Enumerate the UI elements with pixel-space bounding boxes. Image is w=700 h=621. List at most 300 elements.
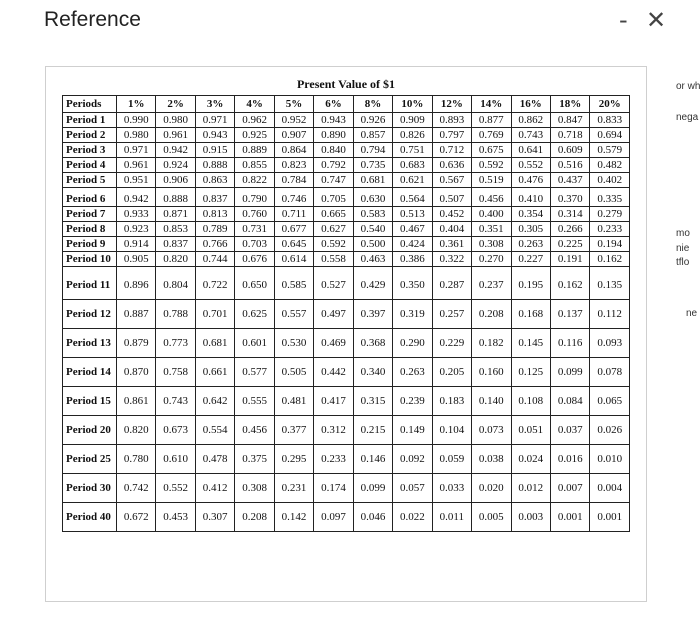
table-cell: 0.564: [393, 188, 432, 207]
row-label: Period 30: [63, 474, 117, 503]
table-cell: 0.879: [117, 329, 156, 358]
column-header-rate: 1%: [117, 96, 156, 113]
table-cell: 0.583: [353, 207, 392, 222]
table-cell: 0.354: [511, 207, 550, 222]
table-cell: 0.863: [195, 173, 234, 188]
column-header-rate: 12%: [432, 96, 471, 113]
table-cell: 0.672: [117, 503, 156, 532]
table-cell: 0.142: [274, 503, 313, 532]
background-text-fragment: nega: [676, 112, 699, 123]
table-cell: 0.780: [117, 445, 156, 474]
column-header-rate: 5%: [274, 96, 313, 113]
table-cell: 0.205: [432, 358, 471, 387]
table-cell: 0.084: [550, 387, 589, 416]
table-cell: 0.335: [590, 188, 630, 207]
table-cell: 0.456: [472, 188, 511, 207]
table-cell: 0.789: [195, 222, 234, 237]
column-header-rate: 2%: [156, 96, 195, 113]
table-cell: 0.942: [156, 143, 195, 158]
table-cell: 0.453: [156, 503, 195, 532]
table-cell: 0.703: [235, 237, 274, 252]
table-cell: 0.847: [550, 113, 589, 128]
table-cell: 0.370: [550, 188, 589, 207]
table-cell: 0.889: [235, 143, 274, 158]
table-cell: 0.225: [550, 237, 589, 252]
table-cell: 0.942: [117, 188, 156, 207]
table-cell: 0.925: [235, 128, 274, 143]
table-cell: 0.961: [156, 128, 195, 143]
table-cell: 0.625: [235, 300, 274, 329]
table-cell: 0.554: [195, 416, 234, 445]
table-cell: 0.263: [511, 237, 550, 252]
table-cell: 0.424: [393, 237, 432, 252]
table-cell: 0.305: [511, 222, 550, 237]
table-cell: 0.194: [590, 237, 630, 252]
table-cell: 0.312: [314, 416, 353, 445]
table-cell: 0.610: [156, 445, 195, 474]
column-header-rate: 16%: [511, 96, 550, 113]
table-cell: 0.386: [393, 252, 432, 267]
column-header-periods: Periods: [63, 96, 117, 113]
table-cell: 0.744: [195, 252, 234, 267]
table-cell: 0.097: [314, 503, 353, 532]
table-cell: 0.893: [432, 113, 471, 128]
table-cell: 0.826: [393, 128, 432, 143]
table-cell: 0.377: [274, 416, 313, 445]
background-text-fragment: mo: [676, 228, 690, 239]
row-label: Period 20: [63, 416, 117, 445]
table-cell: 0.673: [156, 416, 195, 445]
table-cell: 0.078: [590, 358, 630, 387]
table-cell: 0.567: [432, 173, 471, 188]
table-cell: 0.943: [195, 128, 234, 143]
table-cell: 0.758: [156, 358, 195, 387]
background-text-fragment: ne: [686, 308, 698, 319]
table-cell: 0.104: [432, 416, 471, 445]
table-cell: 0.519: [472, 173, 511, 188]
table-cell: 0.896: [117, 267, 156, 300]
table-cell: 0.861: [117, 387, 156, 416]
minimize-button[interactable]: -: [619, 6, 628, 34]
table-cell: 0.016: [550, 445, 589, 474]
table-cell: 0.718: [550, 128, 589, 143]
table-cell: 0.614: [274, 252, 313, 267]
table-cell: 0.552: [156, 474, 195, 503]
table-cell: 0.215: [353, 416, 392, 445]
table-row: [63, 188, 630, 207]
table-cell: 0.804: [156, 267, 195, 300]
table-cell: 0.057: [393, 474, 432, 503]
table-cell: 0.437: [550, 173, 589, 188]
table-cell: 0.731: [235, 222, 274, 237]
table-cell: 0.046: [353, 503, 392, 532]
table-cell: 0.290: [393, 329, 432, 358]
table-cell: 0.592: [314, 237, 353, 252]
table-cell: 0.952: [274, 113, 313, 128]
table-cell: 0.233: [314, 445, 353, 474]
table-cell: 0.735: [353, 158, 392, 173]
table-cell: 0.980: [156, 113, 195, 128]
table-cell: 0.877: [472, 113, 511, 128]
table-header-row: [63, 96, 630, 113]
row-label: Period 25: [63, 445, 117, 474]
table-cell: 0.146: [353, 445, 392, 474]
table-cell: 0.530: [274, 329, 313, 358]
column-header-rate: 4%: [235, 96, 274, 113]
table-cell: 0.361: [432, 237, 471, 252]
table-cell: 0.322: [432, 252, 471, 267]
table-cell: 0.125: [511, 358, 550, 387]
table-cell: 0.636: [432, 158, 471, 173]
table-row: [63, 416, 630, 445]
table-cell: 0.943: [314, 113, 353, 128]
table-cell: 0.319: [393, 300, 432, 329]
table-cell: 0.315: [353, 387, 392, 416]
table-cell: 0.907: [274, 128, 313, 143]
table-cell: 0.022: [393, 503, 432, 532]
table-row: [63, 128, 630, 143]
row-label: Period 6: [63, 188, 117, 207]
table-cell: 0.505: [274, 358, 313, 387]
table-cell: 0.641: [511, 143, 550, 158]
table-cell: 0.270: [472, 252, 511, 267]
table-cell: 0.915: [195, 143, 234, 158]
table-cell: 0.001: [590, 503, 630, 532]
column-header-rate: 6%: [314, 96, 353, 113]
table-cell: 0.650: [235, 267, 274, 300]
table-cell: 0.073: [472, 416, 511, 445]
table-cell: 0.208: [235, 503, 274, 532]
table-cell: 0.923: [117, 222, 156, 237]
table-row: [63, 237, 630, 252]
row-label: Period 3: [63, 143, 117, 158]
table-cell: 0.857: [353, 128, 392, 143]
table-cell: 0.675: [472, 143, 511, 158]
table-cell: 0.797: [432, 128, 471, 143]
table-cell: 0.463: [353, 252, 392, 267]
table-cell: 0.229: [432, 329, 471, 358]
table-cell: 0.182: [472, 329, 511, 358]
table-cell: 0.557: [274, 300, 313, 329]
table-cell: 0.340: [353, 358, 392, 387]
table-row: [63, 173, 630, 188]
background-text-fragment: or wh: [676, 81, 700, 92]
table-cell: 0.257: [432, 300, 471, 329]
table-cell: 0.694: [590, 128, 630, 143]
table-cell: 0.887: [117, 300, 156, 329]
table-cell: 0.263: [393, 358, 432, 387]
table-cell: 0.558: [314, 252, 353, 267]
table-cell: 0.092: [393, 445, 432, 474]
table-cell: 0.980: [117, 128, 156, 143]
table-cell: 0.712: [432, 143, 471, 158]
table-cell: 0.627: [314, 222, 353, 237]
table-row: [63, 252, 630, 267]
table-cell: 0.909: [393, 113, 432, 128]
table-cell: 0.924: [156, 158, 195, 173]
table-cell: 0.760: [235, 207, 274, 222]
table-cell: 0.279: [590, 207, 630, 222]
table-cell: 0.914: [117, 237, 156, 252]
table-cell: 0.888: [195, 158, 234, 173]
table-cell: 0.905: [117, 252, 156, 267]
row-label: Period 7: [63, 207, 117, 222]
table-row: [63, 474, 630, 503]
table-row: [63, 267, 630, 300]
row-label: Period 15: [63, 387, 117, 416]
table-cell: 0.065: [590, 387, 630, 416]
table-cell: 0.516: [550, 158, 589, 173]
table-cell: 0.227: [511, 252, 550, 267]
table-cell: 0.026: [590, 416, 630, 445]
table-cell: 0.822: [235, 173, 274, 188]
table-cell: 0.705: [314, 188, 353, 207]
table-cell: 0.149: [393, 416, 432, 445]
table-row: [63, 387, 630, 416]
table-cell: 0.701: [195, 300, 234, 329]
row-label: Period 12: [63, 300, 117, 329]
table-cell: 0.442: [314, 358, 353, 387]
table-cell: 0.191: [550, 252, 589, 267]
table-cell: 0.621: [393, 173, 432, 188]
table-cell: 0.601: [235, 329, 274, 358]
table-cell: 0.788: [156, 300, 195, 329]
table-cell: 0.037: [550, 416, 589, 445]
row-label: Period 1: [63, 113, 117, 128]
table-row: [63, 222, 630, 237]
table-cell: 0.168: [511, 300, 550, 329]
table-cell: 0.183: [432, 387, 471, 416]
table-cell: 0.870: [117, 358, 156, 387]
table-cell: 0.630: [353, 188, 392, 207]
table-cell: 0.661: [195, 358, 234, 387]
table-cell: 0.766: [195, 237, 234, 252]
table-cell: 0.033: [432, 474, 471, 503]
table-cell: 0.743: [511, 128, 550, 143]
table-cell: 0.174: [314, 474, 353, 503]
table-row: [63, 329, 630, 358]
column-header-rate: 10%: [393, 96, 432, 113]
table-cell: 0.412: [195, 474, 234, 503]
table-cell: 0.295: [274, 445, 313, 474]
table-cell: 0.001: [550, 503, 589, 532]
table-cell: 0.112: [590, 300, 630, 329]
table-row: [63, 113, 630, 128]
table-row: [63, 503, 630, 532]
table-cell: 0.004: [590, 474, 630, 503]
table-cell: 0.005: [472, 503, 511, 532]
table-cell: 0.933: [117, 207, 156, 222]
table-cell: 0.160: [472, 358, 511, 387]
table-cell: 0.481: [274, 387, 313, 416]
table-row: [63, 300, 630, 329]
window-title: Reference: [44, 8, 141, 31]
table-cell: 0.507: [432, 188, 471, 207]
table-cell: 0.951: [117, 173, 156, 188]
table-title: Present Value of $1: [296, 77, 396, 91]
table-cell: 0.059: [432, 445, 471, 474]
table-cell: 0.990: [117, 113, 156, 128]
table-cell: 0.681: [195, 329, 234, 358]
table-cell: 0.742: [117, 474, 156, 503]
table-cell: 0.871: [156, 207, 195, 222]
table-cell: 0.540: [353, 222, 392, 237]
column-header-rate: 3%: [195, 96, 234, 113]
table-cell: 0.368: [353, 329, 392, 358]
table-cell: 0.769: [472, 128, 511, 143]
table-cell: 0.011: [432, 503, 471, 532]
table-cell: 0.853: [156, 222, 195, 237]
background-text-fragment: tflo: [676, 257, 690, 268]
table-cell: 0.108: [511, 387, 550, 416]
row-label: Period 40: [63, 503, 117, 532]
table-cell: 0.833: [590, 113, 630, 128]
row-label: Period 2: [63, 128, 117, 143]
close-icon[interactable]: ✕: [646, 6, 667, 34]
table-cell: 0.012: [511, 474, 550, 503]
table-cell: 0.145: [511, 329, 550, 358]
table-cell: 0.906: [156, 173, 195, 188]
table-cell: 0.794: [353, 143, 392, 158]
column-header-rate: 20%: [590, 96, 630, 113]
table-cell: 0.681: [353, 173, 392, 188]
table-cell: 0.555: [235, 387, 274, 416]
table-cell: 0.609: [550, 143, 589, 158]
row-label: Period 5: [63, 173, 117, 188]
table-cell: 0.456: [235, 416, 274, 445]
table-cell: 0.840: [314, 143, 353, 158]
table-cell: 0.837: [156, 237, 195, 252]
table-cell: 0.855: [235, 158, 274, 173]
table-cell: 0.402: [590, 173, 630, 188]
table-cell: 0.397: [353, 300, 392, 329]
table-cell: 0.400: [472, 207, 511, 222]
table-cell: 0.478: [195, 445, 234, 474]
table-cell: 0.099: [353, 474, 392, 503]
table-cell: 0.746: [274, 188, 313, 207]
table-cell: 0.642: [195, 387, 234, 416]
table-cell: 0.417: [314, 387, 353, 416]
table-cell: 0.497: [314, 300, 353, 329]
table-cell: 0.645: [274, 237, 313, 252]
background-text-fragment: nie: [676, 243, 690, 254]
table-cell: 0.862: [511, 113, 550, 128]
table-cell: 0.500: [353, 237, 392, 252]
table-cell: 0.307: [195, 503, 234, 532]
present-value-table: [62, 95, 630, 532]
table-row: [63, 358, 630, 387]
table-cell: 0.579: [590, 143, 630, 158]
table-row: [63, 207, 630, 222]
column-header-rate: 18%: [550, 96, 589, 113]
table-cell: 0.513: [393, 207, 432, 222]
table-cell: 0.820: [156, 252, 195, 267]
table-cell: 0.410: [511, 188, 550, 207]
table-cell: 0.137: [550, 300, 589, 329]
table-cell: 0.093: [590, 329, 630, 358]
table-cell: 0.010: [590, 445, 630, 474]
table-cell: 0.239: [393, 387, 432, 416]
table-cell: 0.890: [314, 128, 353, 143]
table-cell: 0.527: [314, 267, 353, 300]
table-cell: 0.813: [195, 207, 234, 222]
table-cell: 0.208: [472, 300, 511, 329]
table-cell: 0.195: [511, 267, 550, 300]
table-cell: 0.888: [156, 188, 195, 207]
table-cell: 0.351: [472, 222, 511, 237]
row-label: Period 10: [63, 252, 117, 267]
table-cell: 0.308: [472, 237, 511, 252]
column-header-rate: 8%: [353, 96, 392, 113]
table-cell: 0.820: [117, 416, 156, 445]
table-cell: 0.961: [117, 158, 156, 173]
table-cell: 0.429: [353, 267, 392, 300]
table-cell: 0.099: [550, 358, 589, 387]
table-cell: 0.003: [511, 503, 550, 532]
table-row: [63, 158, 630, 173]
column-header-rate: 14%: [472, 96, 511, 113]
table-cell: 0.552: [511, 158, 550, 173]
table-cell: 0.116: [550, 329, 589, 358]
table-cell: 0.585: [274, 267, 313, 300]
table-cell: 0.823: [274, 158, 313, 173]
table-cell: 0.233: [590, 222, 630, 237]
reference-panel: [45, 66, 647, 602]
table-cell: 0.404: [432, 222, 471, 237]
table-cell: 0.476: [511, 173, 550, 188]
table-cell: 0.926: [353, 113, 392, 128]
table-cell: 0.711: [274, 207, 313, 222]
table-cell: 0.665: [314, 207, 353, 222]
table-cell: 0.971: [195, 113, 234, 128]
table-cell: 0.971: [117, 143, 156, 158]
table-cell: 0.375: [235, 445, 274, 474]
table-cell: 0.452: [432, 207, 471, 222]
table-cell: 0.577: [235, 358, 274, 387]
table-cell: 0.140: [472, 387, 511, 416]
table-cell: 0.747: [314, 173, 353, 188]
table-cell: 0.350: [393, 267, 432, 300]
row-label: Period 14: [63, 358, 117, 387]
table-cell: 0.314: [550, 207, 589, 222]
table-cell: 0.722: [195, 267, 234, 300]
row-label: Period 9: [63, 237, 117, 252]
table-cell: 0.038: [472, 445, 511, 474]
table-cell: 0.469: [314, 329, 353, 358]
table-cell: 0.773: [156, 329, 195, 358]
table-row: [63, 143, 630, 158]
table-cell: 0.051: [511, 416, 550, 445]
table-cell: 0.231: [274, 474, 313, 503]
table-cell: 0.792: [314, 158, 353, 173]
row-label: Period 8: [63, 222, 117, 237]
table-cell: 0.683: [393, 158, 432, 173]
table-cell: 0.287: [432, 267, 471, 300]
table-cell: 0.162: [590, 252, 630, 267]
table-cell: 0.308: [235, 474, 274, 503]
table-cell: 0.162: [550, 267, 589, 300]
row-label: Period 13: [63, 329, 117, 358]
table-cell: 0.837: [195, 188, 234, 207]
table-cell: 0.676: [235, 252, 274, 267]
table-cell: 0.020: [472, 474, 511, 503]
table-cell: 0.790: [235, 188, 274, 207]
table-cell: 0.237: [472, 267, 511, 300]
table-cell: 0.962: [235, 113, 274, 128]
table-cell: 0.467: [393, 222, 432, 237]
row-label: Period 11: [63, 267, 117, 300]
table-cell: 0.482: [590, 158, 630, 173]
